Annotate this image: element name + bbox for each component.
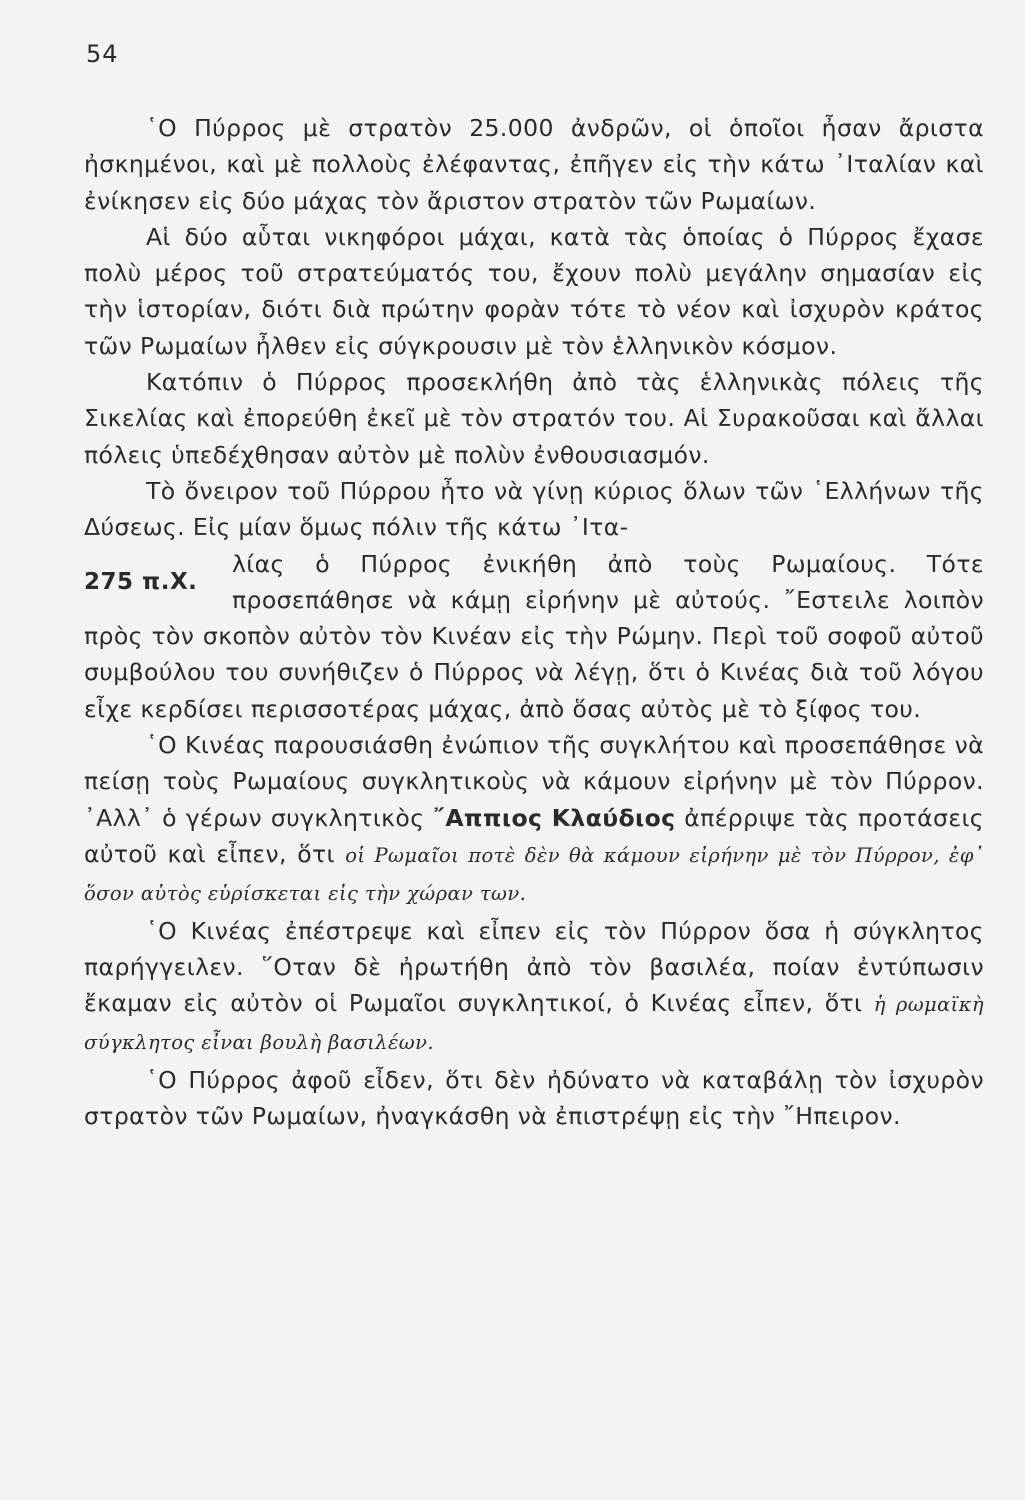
paragraph-5-lead: ῾Ο Κινέας παρουσιάσθη ἐνώπιον τῆς συγκλήτου καὶ προσεπάθησε νὰ πείσῃ τοὺς Ρωμαίους συγκλητικοὺς νὰ κάμουν εἰρήνην μὲ τὸν Πύρρον. ᾿Αλλ᾿ ὁ γέρων συγκλητικὸς	[84, 731, 984, 832]
paragraph-5-middle: ἀπέρριψε τὰς προτάσεις αὐτοῦ καὶ εἶπεν, ὅτι	[84, 803, 984, 868]
margin-date-note: 275 π.Χ.	[84, 568, 198, 595]
paragraph-2: Αἱ δύο αὗται νικηφόροι μάχαι, κατὰ τὰς ὁποίας ὁ Πύρρος ἔχασε πολὺ μέρος τοῦ στρατεύματός του, ἔχουν πολὺ μεγάλην σημασίαν εἰς τὴν ἱστορίαν, διότι διὰ πρώτην φορὰν τότε τὸ νέον καὶ ἰσχυρὸν κράτος τῶν Ρωμαίων ἦλθεν εἰς σύγκρουσιν μὲ τὸν ἑλληνικὸν κόσμον.	[84, 222, 984, 360]
paragraph-3: Κατόπιν ὁ Πύρρος προσεκλήθη ἀπὸ τὰς ἑλληνικὰς πόλεις τῆς Σικελίας καὶ ἐπορεύθη ἐκεῖ μὲ τὸν στρατόν του. Αἱ Συρακοῦσαι καὶ ἄλλαι πόλεις ὑπεδέχθησαν αὐτὸν μὲ πολὺν ἐνθουσιασμόν.	[84, 368, 984, 469]
paragraph-6-lead: ῾Ο Κινέας ἐπέστρεψε καὶ εἶπεν εἰς τὸν Πύρρον ὅσα ἡ σύγκλητος παρήγγειλεν. ῞Οταν δὲ ἠρωτήθη ἀπὸ τὸν βασιλέα, ποίαν ἐντύπωσιν ἔκαμαν εἰς αὐτὸν οἱ Ρωμαῖοι συγκλητικοί, ὁ Κινέας εἶπεν, ὅτι	[84, 916, 984, 1018]
body-text	[84, 110, 984, 1134]
paragraph-6	[84, 913, 984, 1062]
appius-quote: οἱ Ρωμαῖοι ποτὲ δὲν θὰ κάμουν εἰρήνην μὲ τὸν Πύρρον, ἐφ᾿ ὅσον αὐτὸς εὑρίσκεται εἰς τὴν χώραν των.	[84, 843, 984, 906]
appius-claudius-name: ῎Αππιος Κλαύδιος	[433, 803, 676, 832]
paragraph-1: ῾Ο Πύρρος μὲ στρατὸν 25.000 ἀνδρῶν, οἱ ὁποῖοι ἦσαν ἄριστα ἠσκημένοι, καὶ μὲ πολλοὺς ἐλέφαντας, ἐπῆγεν εἰς τὴν κάτω ᾿Ιταλίαν καὶ ἐνίκησεν εἰς δύο μάχας τὸν ἄριστον στρατὸν τῶν Ρωμαίων.	[84, 114, 984, 215]
paragraph-4-start: Τὸ ὄνειρον τοῦ Πύρρου ἦτο νὰ γίνῃ κύριος ὅλων τῶν ῾Ελλήνων τῆς Δύσεως. Εἰς μίαν ὅμως πόλιν τῆς κάτω ᾿Ιτα-	[84, 476, 984, 542]
paragraph-7: ῾Ο Πύρρος ἀφοῦ εἶδεν, ὅτι δὲν ἠδύνατο νὰ καταβάλῃ τὸν ἰσχυρὸν στρατὸν τῶν Ρωμαίων, ἠναγκάσθη νὰ ἐπιστρέψῃ εἰς τὴν ῎Ηπειρον.	[84, 1065, 984, 1131]
kineas-quote: ἡ ρωμαϊκὴ σύγκλητος εἶναι βουλὴ βασιλέων.	[84, 993, 984, 1055]
page-number: 54	[86, 40, 119, 68]
paragraph-4-continued: λίας ὁ Πύρρος ἐνικήθη ἀπὸ τοὺς Ρωμαίους. Τότε προσεπάθησε νὰ κάμῃ εἰρήνην μὲ αὐτούς. ῎Εστειλε λοιπὸν πρὸς τὸν σκοπὸν αὐτὸν τὸν Κινέαν εἰς τὴν Ρώμην. Περὶ τοῦ σοφοῦ αὐτοῦ συμβούλου του συνήθιζεν ὁ Πύρρος νὰ λέγῃ, ὅτι ὁ Κινέας διὰ τοῦ λόγου εἶχε κερδίσει περισσοτέρας μάχας, ἀπὸ ὅσας αὐτὸς μὲ τὸ ξίφος του.	[84, 549, 984, 723]
paragraph-5	[84, 727, 984, 912]
